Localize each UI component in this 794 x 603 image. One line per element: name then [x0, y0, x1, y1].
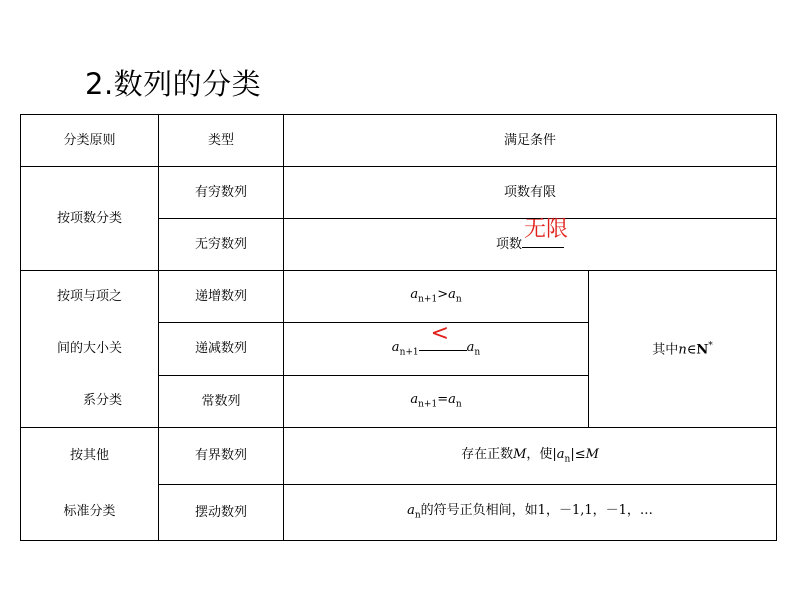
table-row	[21, 167, 777, 219]
condition-infinite	[284, 216, 777, 271]
math-term: a	[410, 287, 419, 303]
math-subscript: n	[455, 399, 462, 410]
math-term: a	[448, 287, 456, 303]
type-oscillating: 摆动数列	[159, 485, 284, 541]
table-row	[21, 428, 777, 485]
type-infinite: 无穷数列	[159, 219, 284, 271]
section-heading: 2.数列的分类	[85, 67, 262, 101]
math-term: a	[391, 339, 400, 355]
condition-prefix: 项数	[496, 236, 523, 252]
answer-text: 无限	[524, 216, 569, 242]
answer-blank	[522, 216, 569, 248]
condition-oscillating	[284, 485, 777, 541]
type-bounded: 有界数列	[159, 428, 284, 485]
side-note	[589, 271, 777, 428]
type-constant: 常数列	[159, 375, 284, 427]
type-finite: 有穷数列	[159, 167, 284, 219]
sequence-classification-table	[20, 114, 777, 541]
category-line: 系分类	[82, 393, 122, 408]
side-note-text: 其中	[652, 341, 679, 357]
category-line: 间的大小关	[56, 341, 122, 356]
math-term: a	[410, 392, 419, 408]
math-operator: =	[437, 392, 449, 408]
header-rule: 分类原则	[21, 115, 159, 167]
header-type: 类型	[159, 115, 284, 167]
math-subscript: n+1	[418, 399, 438, 410]
math-term: n	[678, 341, 687, 357]
type-decreasing: 递减数列	[159, 323, 284, 375]
math-term: M	[585, 446, 599, 462]
category-line: 按项与项之	[56, 289, 122, 304]
condition-finite: 项数有限	[284, 167, 777, 219]
math-operator: >	[437, 287, 449, 303]
math-operator: ∈	[686, 341, 697, 357]
math-subscript: n	[455, 295, 462, 306]
answer-text: <	[430, 320, 450, 346]
table-header-row	[21, 115, 777, 167]
math-term: a	[448, 392, 456, 408]
math-set: N	[696, 341, 709, 357]
category-other	[21, 428, 159, 541]
math-term: M	[513, 446, 527, 462]
category-line: 标准分类	[63, 504, 116, 519]
math-superscript: *	[708, 340, 713, 351]
type-increasing: 递增数列	[159, 271, 284, 323]
header-condition: 满足条件	[284, 115, 777, 167]
math-term: a	[556, 446, 565, 462]
math-subscript: n	[414, 510, 421, 521]
math-subscript: n	[474, 347, 481, 358]
answer-blank	[419, 320, 467, 351]
condition-decreasing	[284, 320, 589, 375]
math-term: a	[466, 339, 475, 355]
condition-constant	[284, 375, 589, 427]
category-by-size	[21, 271, 159, 428]
condition-text: ，使|	[526, 446, 557, 462]
math-subscript: n	[564, 454, 571, 465]
condition-bounded	[284, 428, 777, 485]
math-subscript: n+1	[418, 295, 438, 306]
table-row	[21, 271, 777, 323]
category-line: 按其他	[69, 448, 109, 463]
math-subscript: n+1	[399, 347, 419, 358]
condition-text: 存在正数	[461, 446, 514, 462]
condition-text: |≤	[570, 446, 586, 462]
condition-increasing	[284, 271, 589, 323]
math-term: a	[407, 503, 415, 519]
condition-text: 的符号正负相间，如1，－1,1，－1，…	[420, 503, 653, 519]
category-by-count: 按项数分类	[21, 167, 159, 271]
